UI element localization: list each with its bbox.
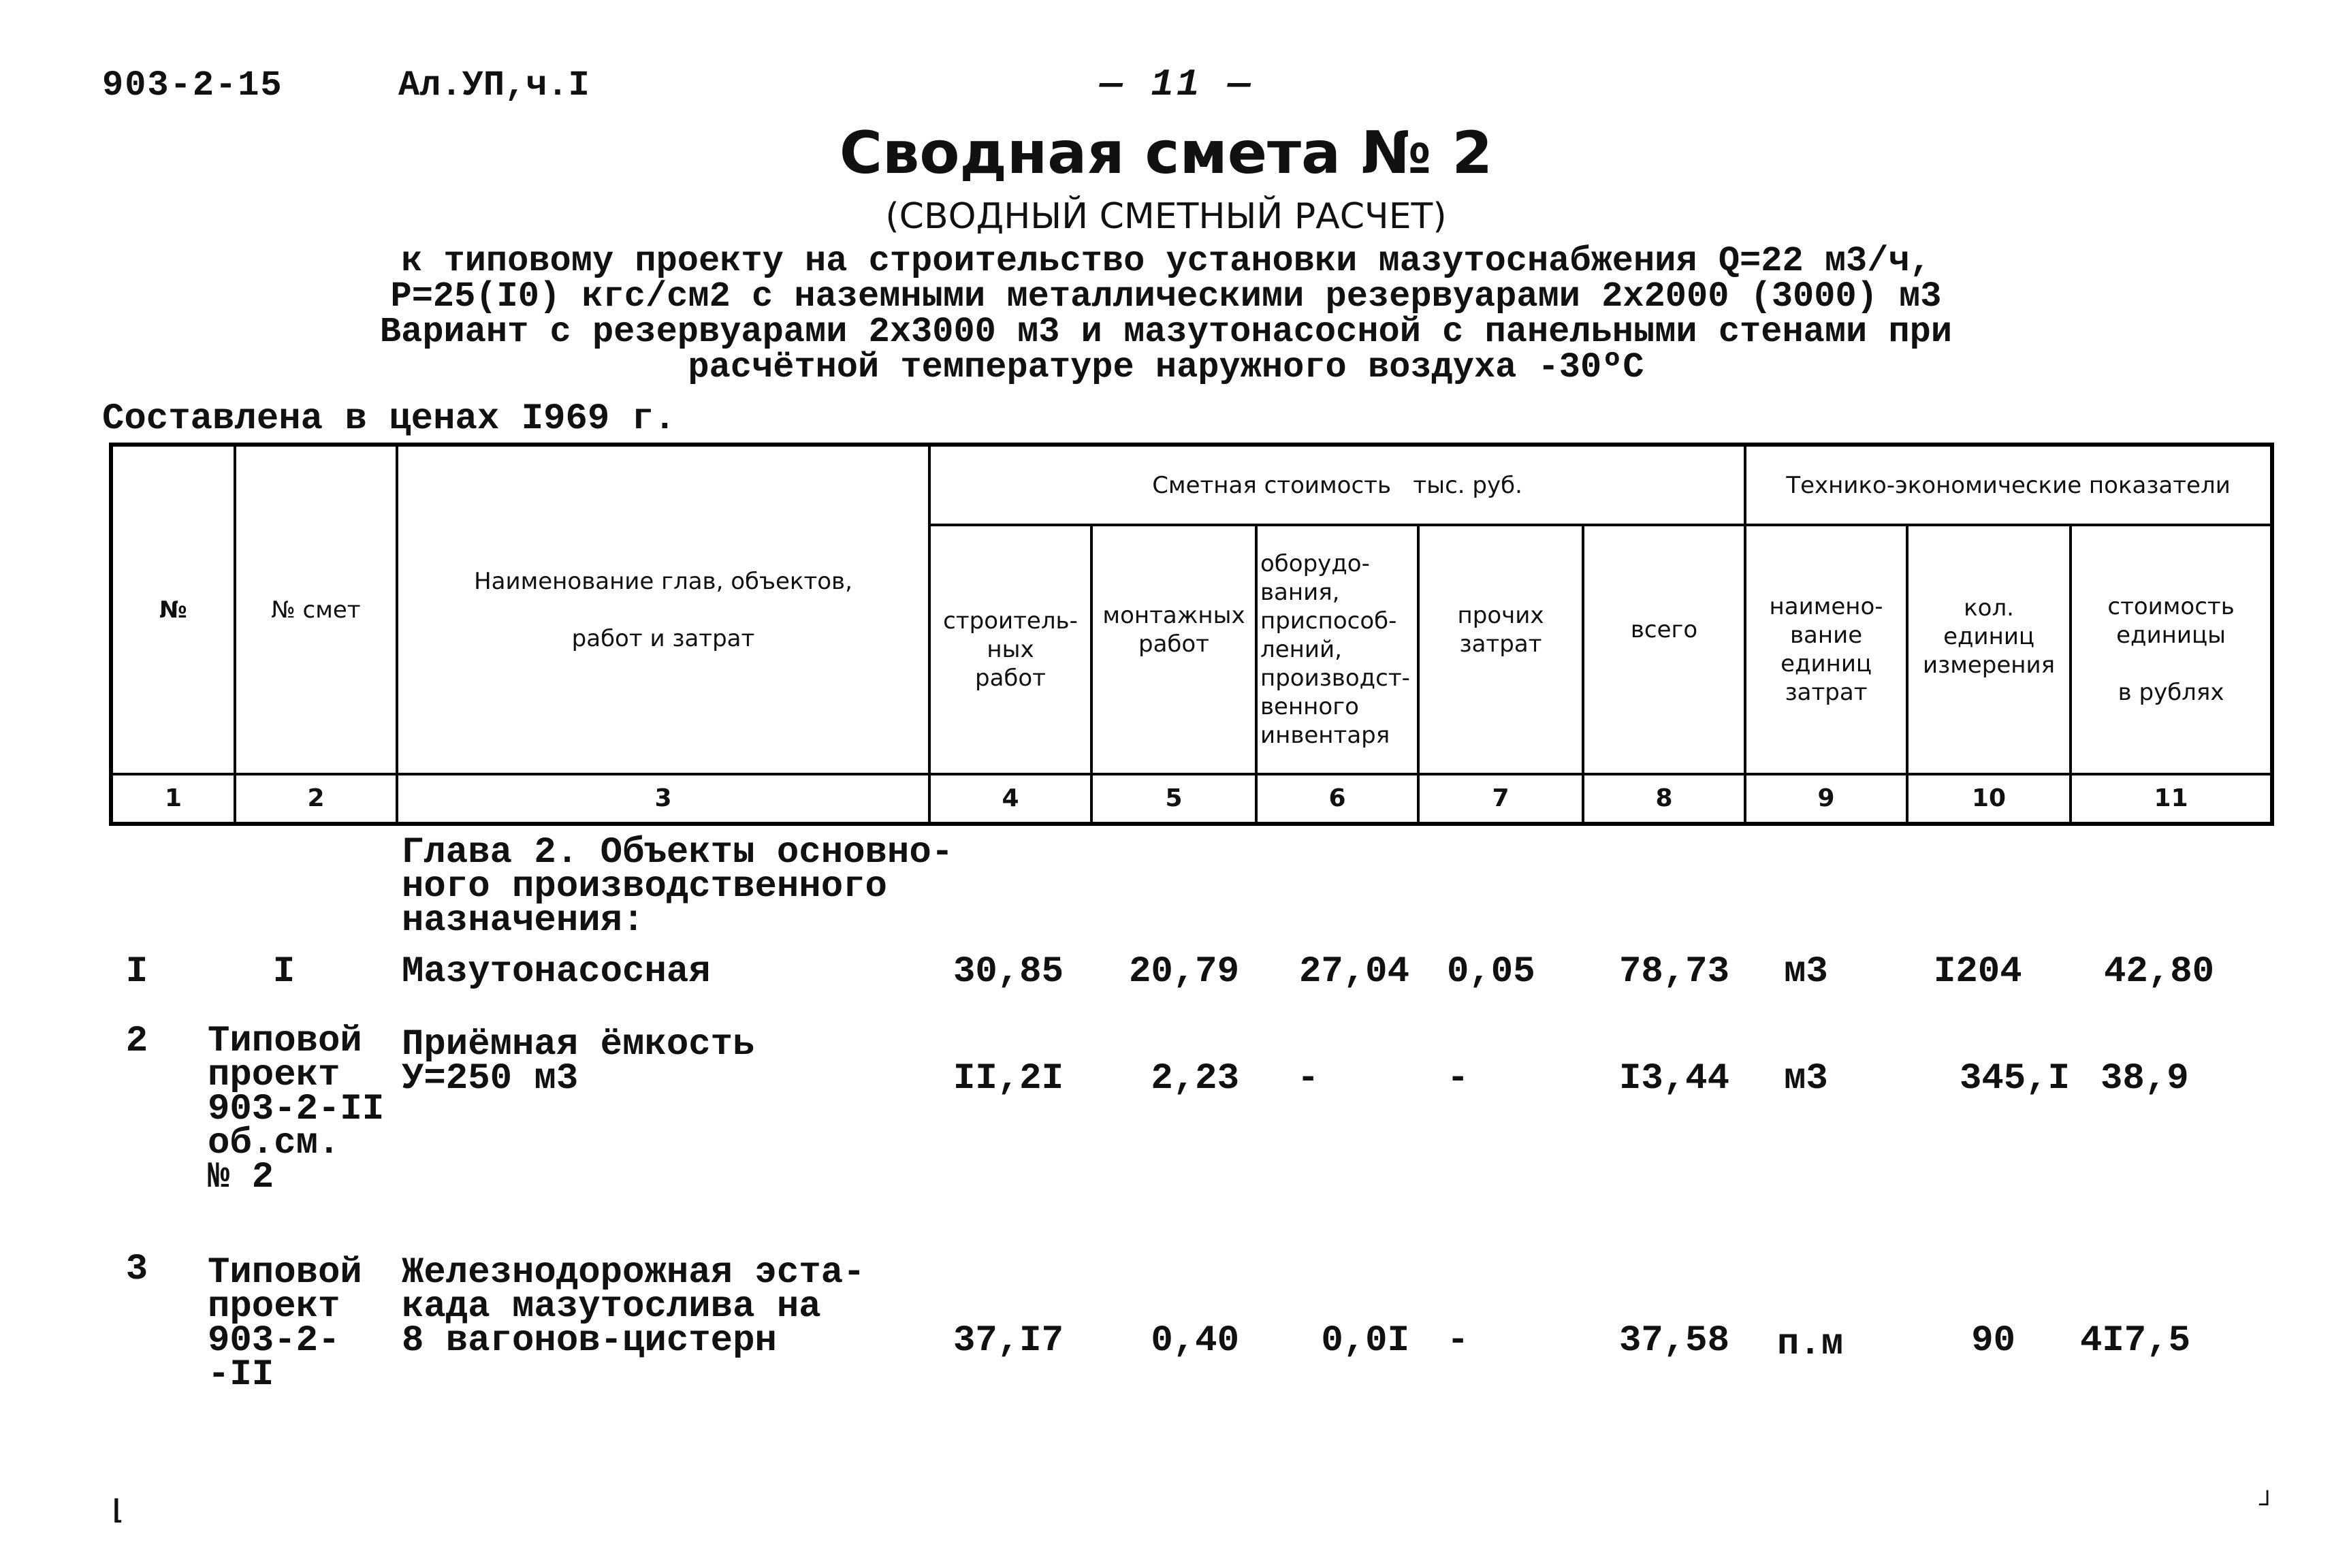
- col-header-name: Наименование глав, объектов, работ и затрат: [397, 445, 929, 774]
- row-equipment: 0,0I: [1321, 1320, 1409, 1362]
- col-number: 8: [1583, 774, 1745, 824]
- row-total: 78,73: [1618, 951, 1729, 993]
- row-installation: 2,23: [1151, 1058, 1239, 1100]
- row-equipment: 27,04: [1298, 951, 1409, 993]
- row-other: -: [1447, 1320, 1469, 1362]
- project-description: [0, 241, 2332, 387]
- corner-mark-left: ⌊: [109, 1497, 126, 1528]
- col-header-unit-qty: кол. единиц измерения: [1907, 525, 2071, 774]
- col-header-equipment: оборудо- вания, приспособ- лений, производст- венного инвентаря: [1256, 525, 1418, 774]
- col-header-unit-name: наимено- вание единиц затрат: [1745, 525, 1907, 774]
- row-estimate: Типовой проект 903-2-II об.см. № 2: [208, 1021, 385, 1198]
- prices-note: Составлена в ценах I969 г.: [102, 398, 676, 440]
- col-number: 2: [235, 774, 397, 824]
- col-header-estimate-no: № смет: [235, 445, 397, 774]
- row-estimate: Типовой проект 903-2- -II: [208, 1252, 362, 1396]
- col-header-other: прочих затрат: [1418, 525, 1583, 774]
- col-number: 5: [1091, 774, 1256, 824]
- description-line-2: P=25(I0) кгс/см2 с наземными металлическими резервуарами 2х2000 (3000) м3: [390, 276, 1942, 317]
- row-unit-cost: 4I7,5: [2080, 1320, 2191, 1362]
- row-other: 0,05: [1447, 951, 1535, 993]
- col-header-total: всего: [1583, 525, 1745, 774]
- row-construction: 37,I7: [953, 1320, 1064, 1362]
- row-total: 37,58: [1618, 1320, 1729, 1362]
- description-line-1: к типовому проекту на строительство установки мазутоснабжения Q=22 м3/ч,: [401, 241, 1931, 281]
- row-no: I: [125, 951, 148, 993]
- row-unit: п.м: [1777, 1324, 1844, 1365]
- page-number: — 11 —: [1100, 63, 1253, 106]
- col-number: 6: [1256, 774, 1418, 824]
- col-number: 4: [929, 774, 1091, 824]
- row-name: Мазутонасосная: [402, 951, 711, 993]
- row-total: I3,44: [1618, 1058, 1729, 1100]
- col-number: 1: [111, 774, 235, 824]
- estimate-table-header: [109, 443, 2274, 826]
- row-qty: 90: [1971, 1320, 2015, 1362]
- row-installation: 20,79: [1128, 951, 1239, 993]
- col-header-construction: строитель- ных работ: [929, 525, 1091, 774]
- document-code: 903-2-15: [102, 65, 283, 106]
- row-name: Приёмная ёмкость У=250 м3: [402, 1024, 755, 1100]
- col-number: 9: [1745, 774, 1907, 824]
- col-header-installation: монтажных работ: [1091, 525, 1256, 774]
- document-title: Сводная смета № 2: [839, 119, 1493, 187]
- chapter-heading: Глава 2. Объекты основно- ного производственного назначения:: [402, 832, 954, 942]
- col-header-unit-cost: стоимость единицы в рублях: [2071, 525, 2272, 774]
- row-construction: 30,85: [953, 951, 1064, 993]
- row-qty: 345,I: [1959, 1058, 2070, 1100]
- col-number: 10: [1907, 774, 2071, 824]
- description-line-4: расчётной температуре наружного воздуха -30ºС: [688, 347, 1644, 387]
- row-unit: м3: [1784, 1058, 1828, 1100]
- volume-label: Ал.УП,ч.I: [398, 65, 590, 106]
- col-number: 11: [2071, 774, 2272, 824]
- row-construction: II,2I: [953, 1058, 1064, 1100]
- row-no: 2: [125, 1021, 148, 1062]
- row-no: 3: [125, 1249, 148, 1290]
- row-other: -: [1447, 1058, 1469, 1100]
- row-installation: 0,40: [1151, 1320, 1239, 1362]
- group-header-indicators: Технико-экономические показатели: [1745, 445, 2272, 525]
- row-equipment: -: [1297, 1058, 1320, 1100]
- row-unit-cost: 42,80: [2104, 951, 2215, 993]
- document-subtitle: (СВОДНЫЙ СМЕТНЫЙ РАСЧЕТ): [885, 196, 1447, 237]
- corner-mark-right: ┘: [2259, 1491, 2276, 1522]
- row-unit: м3: [1784, 951, 1828, 993]
- col-header-no: №: [111, 445, 235, 774]
- description-line-3: Вариант с резервуарами 2х3000 м3 и мазутонасосной с панельными стенами при: [379, 312, 1953, 352]
- row-estimate: I: [272, 951, 296, 993]
- row-name: Железнодорожная эста- када мазутослива на 8 вагонов-цистерн: [402, 1252, 865, 1362]
- col-number: 3: [397, 774, 929, 824]
- group-header-cost: Сметная стоимость тыс. руб.: [929, 445, 1745, 525]
- row-unit-cost: 38,9: [2101, 1058, 2189, 1100]
- row-qty: I204: [1934, 951, 2022, 993]
- col-number: 7: [1418, 774, 1583, 824]
